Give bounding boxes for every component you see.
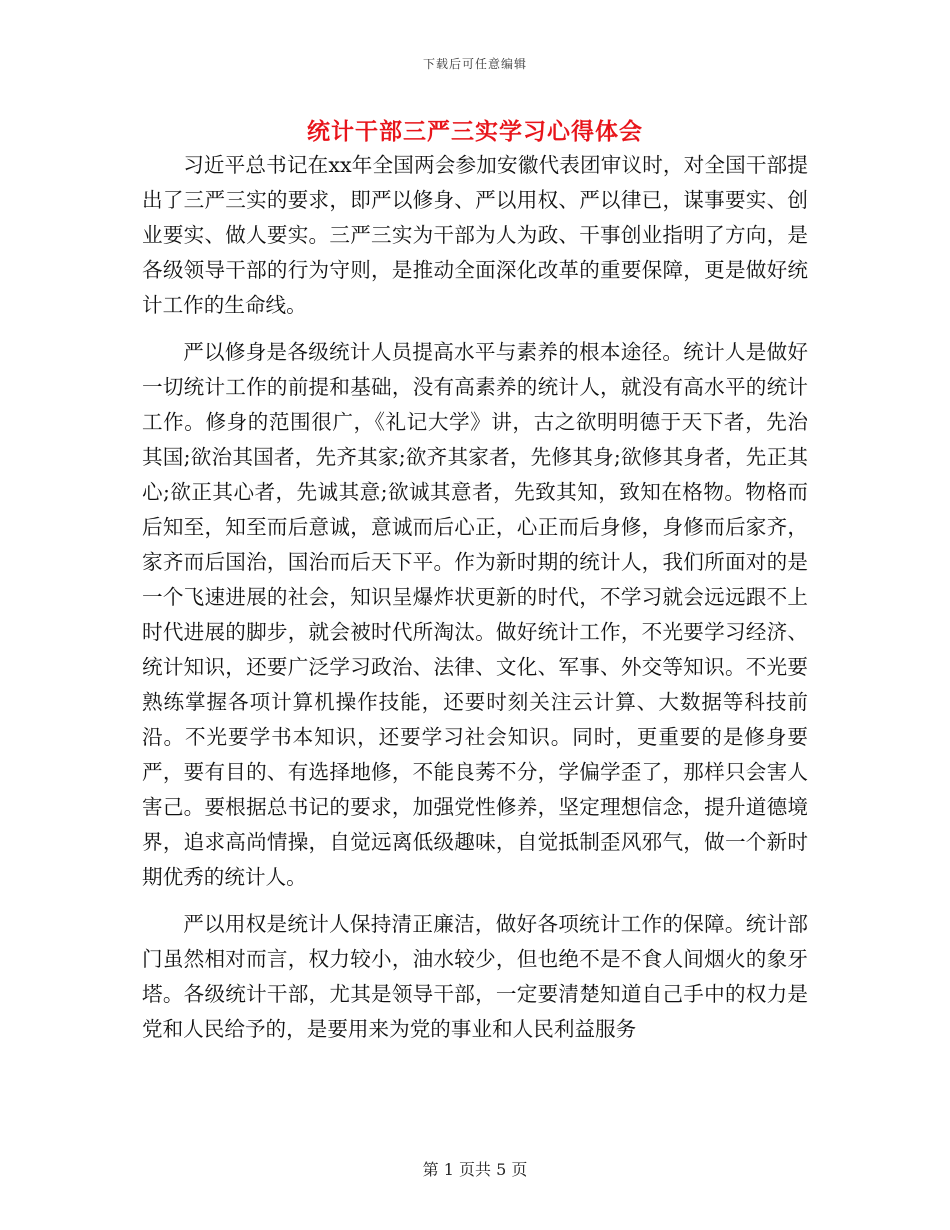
document-title: 统计干部三严三实学习心得体会 — [307, 118, 643, 145]
paragraph: 严以修身是各级统计人员提高水平与素养的根本途径。统计人是做好一切统计工作的前提和基础，没有高素养的统计人，就没有高水平的统计工作。修身的范围很广，《礼记大学》讲，古之欲明明德于天下者，先治其国;欲治其国者，先齐其家;欲齐其家者，先修其身;欲修其身者，先正其心;欲正其心者，先诚其意;欲诚其意者，先致其知，致知在格物。物格而后知至，知至而后意诚，意诚而后心正，心正而后身修，身修而后家齐，家齐而后国治，国治而后天下平。作为新时期的统计人，我们所面对的是一个飞速进展的社会，知识呈爆炸状更新的时代，不学习就会远远跟不上时代进展的脚步，就会被时代所淘汰。做好统计工作，不光要学习经济、统计知识，还要广泛学习政治、法律、文化、军事、外交等知识。不光要熟练掌握各项计算机操作技能，还要时刻关注云计算、大数据等科技前沿。不光要学书本知识，还要学习社会知识。同时，更重要的是修身要严，要有目的、有选择地修，不能良莠不分，学偏学歪了，那样只会害人害己。要根据总书记的要求，加强党性修养，坚定理想信念，提升道德境界，追求高尚情操，自觉远离低级趣味，自觉抵制歪风邪气，做一个新时期优秀的统计人。 — [142, 340, 808, 889]
header-note: 下载后可任意编辑 — [422, 57, 527, 71]
document-body — [142, 148, 808, 1059]
page-number: 第 1 页共 5 页 — [422, 1160, 528, 1179]
paragraph: 习近平总书记在xx年全国两会参加安徽代表团审议时，对全国干部提出了三严三实的要求，即严以修身、严以用权、严以律已，谋事要实、创业要实、做人要实。三严三实为干部为人为政、干事创业指明了方向，是各级领导干部的行为守则，是推动全面深化改革的重要保障，更是做好统计工作的生命线。 — [142, 153, 808, 317]
paragraph: 严以用权是统计人保持清正廉洁，做好各项统计工作的保障。统计部门虽然相对而言，权力较小，油水较少，但也绝不是不食人间烟火的象牙塔。各级统计干部，尤其是领导干部，一定要清楚知道自己手中的权力是党和人民给予的，是要用来为党的事业和人民利益服务 — [142, 912, 808, 1041]
